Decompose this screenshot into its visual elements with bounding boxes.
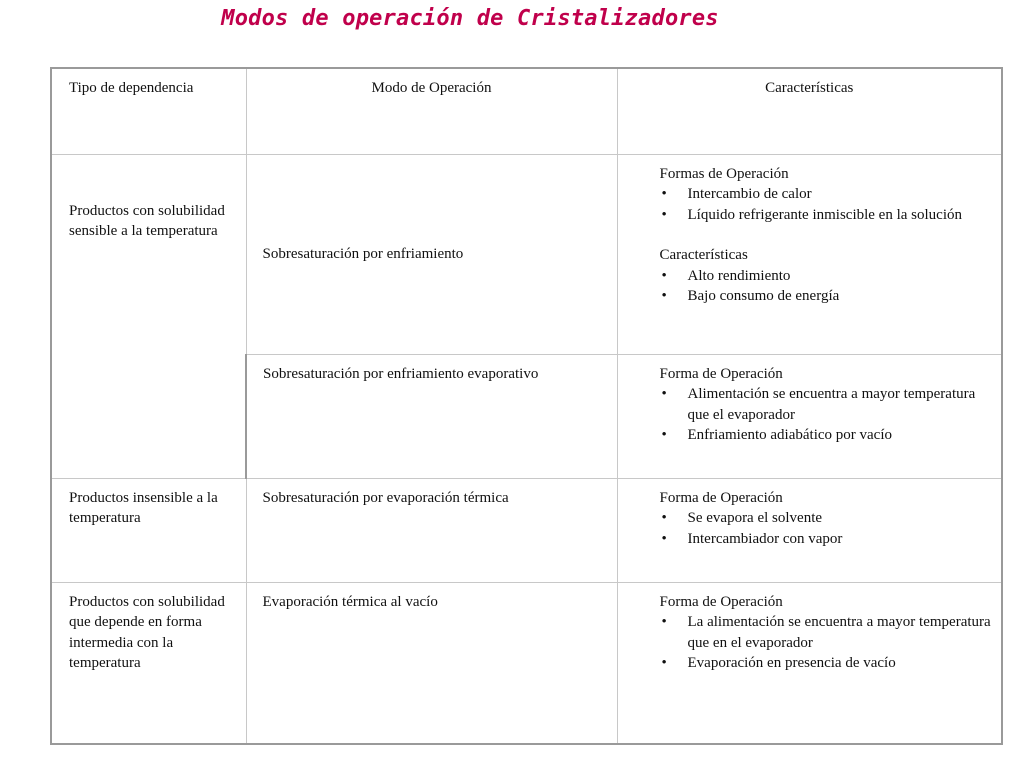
- table-row: [51, 582, 1002, 744]
- list-item: • Intercambio de calor: [660, 184, 994, 205]
- header-caracteristicas: Características: [617, 68, 1002, 154]
- list-item: • Evaporación en presencia de vacío: [660, 653, 994, 674]
- cell-modo: Sobresaturación por enfriamiento: [246, 154, 617, 354]
- table-row: [51, 478, 1002, 582]
- block-heading: Formas de Operación: [659, 165, 789, 182]
- cell-dependencia: Productos con solubilidad sensible a la temperatura: [51, 154, 246, 478]
- cell-modo: Sobresaturación por enfriamiento evaporativo: [246, 354, 617, 478]
- page-title: Modos de operación de Cristalizadores: [221, 6, 719, 31]
- table-row: [51, 154, 1002, 354]
- block-heading: Forma de Operación: [659, 593, 783, 610]
- list-item: • Alto rendimiento: [660, 266, 994, 287]
- operation-modes-table: [50, 67, 1003, 745]
- bullet-list: [660, 384, 994, 446]
- list-item: • Enfriamiento adiabático por vacío: [660, 425, 994, 446]
- cell-caracteristicas: [617, 478, 1002, 582]
- list-item: • Se evapora el solvente: [660, 508, 994, 529]
- bullet-list: [660, 184, 994, 225]
- block-heading: Características: [659, 247, 748, 263]
- header-modo-operacion: Modo de Operación: [246, 68, 617, 154]
- table-header-row: [51, 68, 1002, 154]
- block-heading: Forma de Operación: [659, 489, 783, 506]
- bullet-list: [660, 612, 994, 674]
- cell-caracteristicas: [617, 154, 1002, 354]
- cell-dependencia: Productos insensible a la temperatura: [51, 478, 246, 582]
- cell-caracteristicas: [617, 354, 1002, 478]
- list-item: • Alimentación se encuentra a mayor temperatura que el evaporador: [660, 384, 994, 425]
- block-heading: Forma de Operación: [659, 365, 783, 382]
- list-item: • Líquido refrigerante inmiscible en la solución: [660, 205, 994, 226]
- cell-dependencia: Productos con solubilidad que depende en forma intermedia con la temperatura: [51, 582, 246, 744]
- cell-modo: Evaporación térmica al vacío: [246, 582, 617, 744]
- list-item: • La alimentación se encuentra a mayor temperatura que en el evaporador: [660, 612, 994, 653]
- list-item: • Intercambiador con vapor: [660, 529, 994, 550]
- header-tipo-dependencia: Tipo de dependencia: [51, 68, 246, 154]
- bullet-list: [660, 508, 994, 549]
- list-item: • Bajo consumo de energía: [660, 286, 994, 307]
- cell-modo: Sobresaturación por evaporación térmica: [246, 478, 617, 582]
- bullet-list: [660, 266, 994, 307]
- cell-caracteristicas: [617, 582, 1002, 744]
